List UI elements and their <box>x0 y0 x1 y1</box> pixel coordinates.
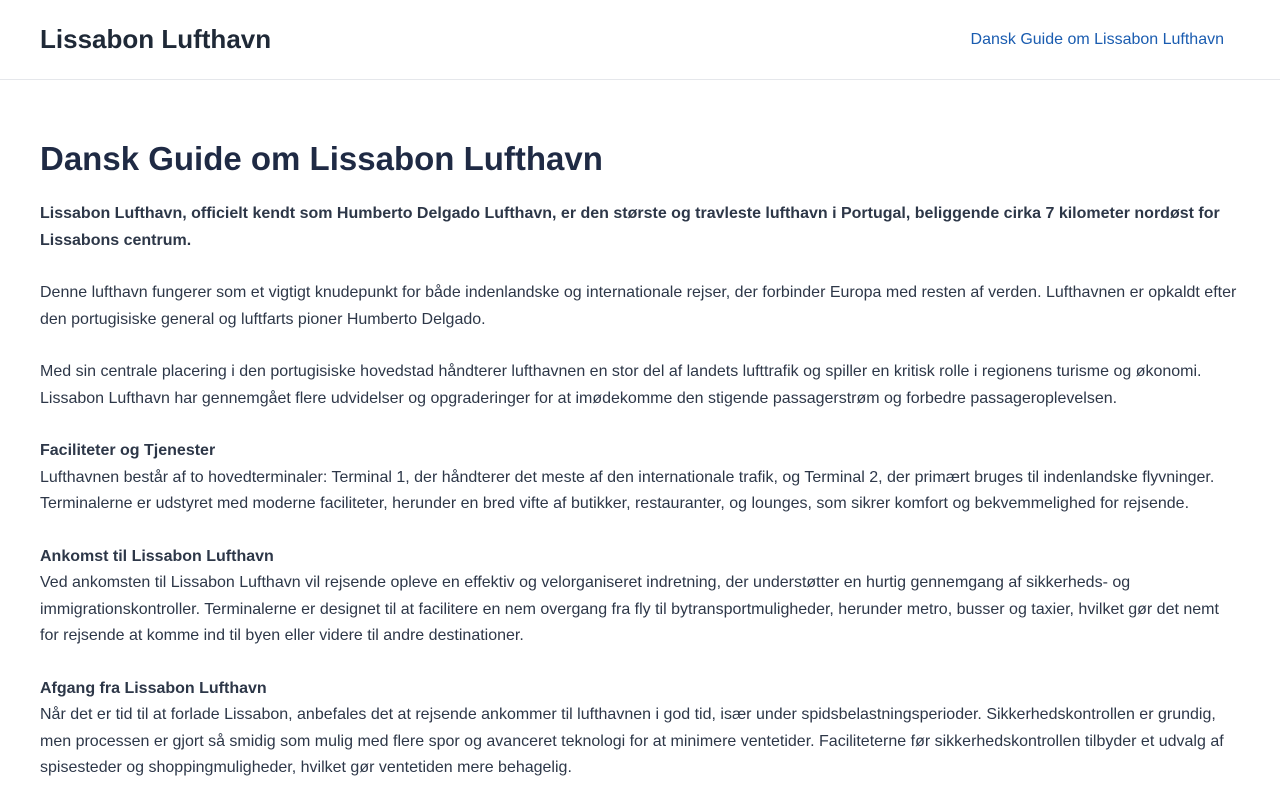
section-arrival <box>40 544 1240 650</box>
section-facilities <box>40 438 1240 518</box>
body-paragraph: Med sin centrale placering i den portugisiske hovedstad håndterer lufthavnen en stor del af landets lufttrafik og spiller en kritisk rolle i regionens turisme og økonomi. Lissabon Lufthavn har gennemgået flere udvidelser og opgraderinger for at imødekomme den stigende passagerstrøm og forbedre passageroplevelsen. <box>40 363 1202 407</box>
intro-paragraph: Lissabon Lufthavn, officielt kendt som Humberto Delgado Lufthavn, er den største og travleste lufthavn i Portugal, beliggende cirka 7 kilometer nordøst for Lissabons centrum. <box>40 205 1220 249</box>
section-text: Når det er tid til at forlade Lissabon, anbefales det at rejsende ankommer til lufthavnen i god tid, især under spidsbelastningsperioder. Sikkerhedskontrollen er grundig, men processen er gjort så smidig som mulig med flere spor og avanceret teknologi for at minimere ventetider. Faciliteterne før sikkerhedskontrollen tilbyder et udvalg af spisesteder og shoppingmuligheder, hvilket gør ventetiden mere behagelig. <box>40 706 1224 776</box>
section-title: Ankomst til Lissabon Lufthavn <box>40 547 274 565</box>
nav-link-guide[interactable]: Dansk Guide om Lissabon Lufthavn <box>970 30 1224 48</box>
main-content <box>0 140 1280 782</box>
section-text: Ved ankomsten til Lissabon Lufthavn vil rejsende opleve en effektiv og velorganiseret indretning, der understøtter en hurtig gennemgang af sikkerheds- og immigrationskontroller. Terminalerne er designet til at facilitere en nem overgang fra fly til bytransportmuligheder, herunder metro, busser og taxier, hvilket gør det nemt for rejsende at komme ind til byen eller videre til andre destinationer. <box>40 574 1219 644</box>
section-text: Lufthavnen består af to hovedterminaler: Terminal 1, der håndterer det meste af den internationale trafik, og Terminal 2, der primært bruges til indenlandske flyvninger. Terminalerne er udstyret med moderne faciliteter, herunder en bred vifte af butikker, restauranter, og lounges, som sikrer komfort og bekvemmelighed for rejsende. <box>40 468 1215 512</box>
site-title[interactable]: Lissabon Lufthavn <box>40 24 272 54</box>
page-title: Dansk Guide om Lissabon Lufthavn <box>40 140 603 177</box>
section-title: Afgang fra Lissabon Lufthavn <box>40 679 267 697</box>
section-title: Faciliteter og Tjenester <box>40 442 216 459</box>
body-paragraph: Denne lufthavn fungerer som et vigtigt knudepunkt for både indenlandske og internationale rejser, der forbinder Europa med resten af verden. Lufthavnen er opkaldt efter den portugisiske general og luftfarts pioner Humberto Delgado. <box>40 284 1237 328</box>
site-header <box>0 0 1280 80</box>
section-departure <box>40 676 1240 782</box>
